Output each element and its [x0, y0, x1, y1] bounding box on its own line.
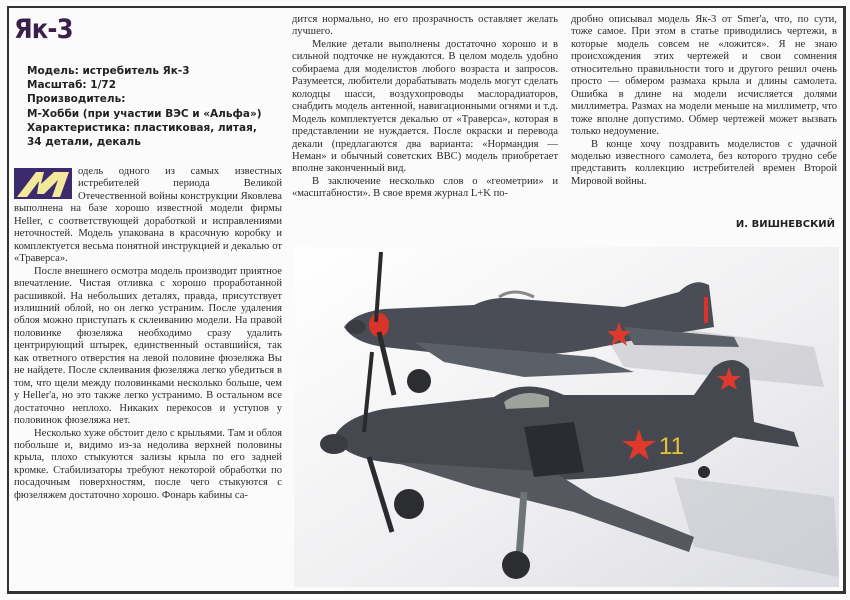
spec-line: 34 детали, декаль: [27, 136, 141, 149]
text-column-1: [14, 166, 282, 502]
text-column-3: [571, 14, 837, 188]
paragraph: В заключение несколько слов о «геометрии» и «масштабности». В свое время журнал L+K по-: [292, 175, 558, 200]
paragraph: дится нормально, но его прозрачность оставляет желать лучшего.: [292, 14, 558, 38]
spec-line: Масштаб: 1/72: [27, 79, 117, 92]
spec-line: Производитель:: [27, 93, 126, 106]
aircraft-model-photo: [294, 247, 839, 587]
m-letter-icon: [14, 168, 72, 199]
drop-cap-logo: [14, 168, 72, 199]
spec-line: Характеристика: пластиковая, литая,: [27, 121, 257, 134]
article-title: Як-3: [14, 14, 73, 45]
paragraph: После внешнего осмотра модель производит приятное впечатление. Чистая отливка с хорошо проработанной расшивкой. На небольших деталях, правда, присутствует излишний облой, но он легко устраним. После удаления облоя можно приступать к склеиванию модели. На правой половинке фюзеляжа необходимо сразу удалить центрирующий штырек, единственный оставшийся, так как ответного отверстия на левой половине фюзеляжа Вы не найдете. После склеивания фюзеляжа легко убедиться в том, что щели между половинками несколько больше, чем у Heller'a, но это также легко устранимо. В остальном все достаточно неплохо. Никаких перекосов и уступов у половинок фюзеляжа нет.: [14, 265, 282, 427]
paragraph: В конце хочу поздравить моделистов с удачной моделью известного самолета, без которого трудно себе представить коллекцию истребителей времен Второй Мировой войны.: [571, 138, 837, 187]
tail-number: 11: [659, 433, 684, 460]
spec-line: М-Хобби (при участии ВЭС и «Альфа»): [27, 107, 262, 120]
author-byline: И. ВИШНЕВСКИЙ: [735, 219, 835, 230]
paragraph: Несколько хуже обстоит дело с крыльями. Там и облоя побольше и, видимо из-за недолива верхней половины крыла, плохо стыкуются зализы крыла по его задней кромке. Стабилизаторы требуют некоторой обработки по посадочным поверхностям, после чего стыкуются с фюзеляжем достаточно хорошо. Фонарь кабины са-: [14, 427, 282, 501]
text-column-2: [292, 14, 558, 201]
paragraph: Мелкие детали выполнены достаточно хорошо и в сильной подточке не нуждаются. В целом модель удобно собираема для моделистов любого возраста и запросов. Разумеется, любители дорабатывать модель могут сделать колодцы шасси, воздухопроводы маслорадиаторов, снабдить модель антенной, навигационными огнями и т.д. Модель комплектуется декалью от «Траверса», которая в представлении не нуждается. После окраски и перевода декали (предлагаются два варианта: «Нормандия — Неман» и обычный советских ВВС) модель приобретает вполне законченный вид.: [292, 38, 558, 175]
paragraph: дробно описывал модель Як-3 от Smer'a, что, по сути, тоже самое. При этом в статье приводились чертежи, в которые модель совсем не «ложится». Я не знаю происхождения этих чертежей и свои сомнения относительно правильности того и другого решил очень просто — обмером размаха крыла и длины самолета. Ошибка в длине на модели исчисляется долями миллиметра. Размах на модели меньше на миллиметр, что тоже вполне допустимо. Обмер чертежей может вызвать только недоумение.: [571, 14, 837, 138]
paragraph: одель одного из самых известных истребителей периода Великой Отечественной войны конструкции Яковлева выполнена на базе хорошо известной модели фирмы Heller, с соответствующей доработкой и исправлениями неточностей. Модель упакована в красочную коробку и комплектуется весьма понятной инструкцией и декалью от «Траверса».: [14, 166, 282, 265]
kit-specs: [27, 64, 262, 149]
spec-line: Модель: истребитель Як-3: [27, 65, 190, 77]
